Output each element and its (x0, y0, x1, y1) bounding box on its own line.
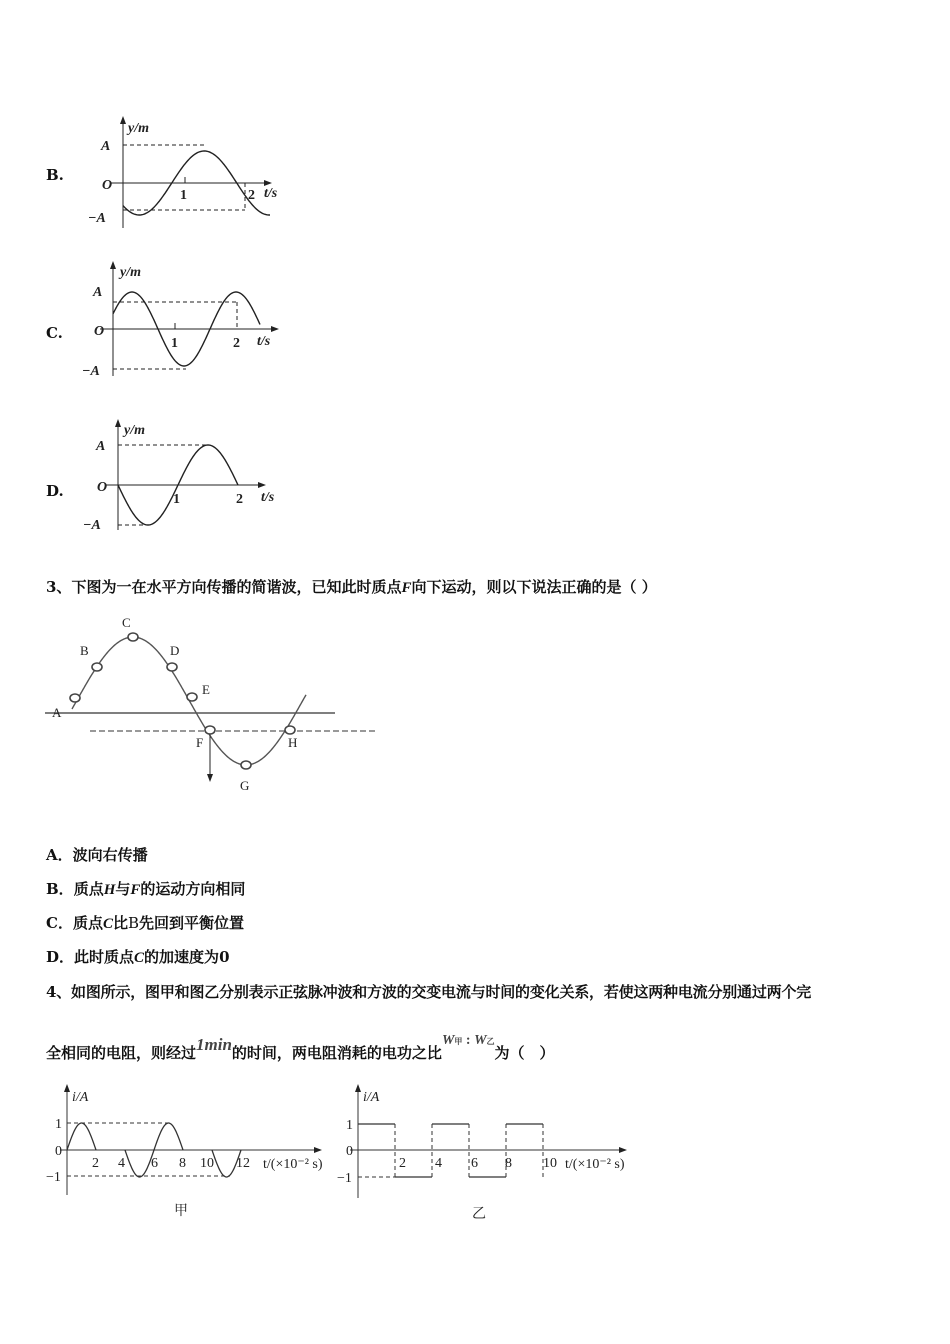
point-label-h: H (288, 735, 298, 750)
graph-yi (350, 1088, 623, 1198)
option-text: 波向右传播 (72, 846, 148, 864)
point-label-e: E (202, 682, 210, 697)
variable: C (102, 916, 113, 932)
math-w: W (474, 1033, 487, 1048)
caption-yi: 乙 (472, 1207, 486, 1222)
tick-label: 1 (173, 492, 180, 507)
neg-amp-label: −A (82, 364, 100, 379)
stem-text: 下图为一在水平方向传播的简谐波，已知此时质点 (71, 578, 402, 596)
tick-label: 1 (171, 336, 178, 351)
stem-text: 全相同的电阻，则经过 (46, 1044, 197, 1062)
graph-option-c (100, 265, 275, 376)
point-label-d: D (170, 643, 180, 658)
point-label-g: G (240, 778, 250, 793)
x-tick: 12 (236, 1156, 250, 1171)
option-d-label: D. (46, 482, 64, 500)
x-tick: 4 (435, 1156, 442, 1171)
option-text: 比 (112, 914, 128, 932)
origin-label: O (97, 480, 108, 495)
caption-jia: 甲 (174, 1204, 188, 1219)
q3-option-c[interactable] (46, 913, 244, 934)
graph-option-d (105, 423, 262, 530)
option-text: B (128, 914, 140, 932)
y-tick: −1 (337, 1171, 352, 1186)
variable: F (401, 580, 412, 596)
wave-point-c (128, 633, 138, 641)
option-text: 0 (219, 948, 230, 966)
wave-point-h (285, 726, 295, 734)
x-tick: 8 (505, 1156, 512, 1171)
option-text: 与 (115, 880, 131, 898)
graph-jia (60, 1088, 318, 1195)
y-tick: −1 (46, 1170, 61, 1185)
math-colon: : (462, 1033, 475, 1048)
x-axis-label: t/s (257, 334, 271, 349)
question-4-line2 (46, 1033, 555, 1066)
y-tick: 0 (346, 1144, 353, 1159)
stem-text: 的时间，两电阻消耗的电功之比 (231, 1044, 442, 1062)
x-axis-label: t/(×10⁻² s) (565, 1157, 625, 1172)
wave-point-b (92, 663, 102, 671)
wave-point-e (187, 693, 197, 701)
variable: F (130, 882, 141, 898)
x-tick: 10 (200, 1156, 214, 1171)
origin-label: O (102, 178, 113, 193)
neg-amp-label: −A (88, 211, 106, 226)
neg-amp-label: −A (83, 518, 101, 533)
option-c-label: C. (46, 324, 63, 342)
option-text: 先回到平衡位置 (139, 914, 245, 932)
x-tick: 6 (151, 1156, 158, 1171)
x-tick: 2 (399, 1156, 406, 1171)
option-text: 质点 (72, 914, 103, 932)
x-tick: 10 (543, 1156, 557, 1171)
y-axis-label: y/m (124, 423, 145, 438)
point-label-f: F (196, 735, 204, 750)
x-axis-label: t/s (264, 186, 278, 201)
q3-option-b[interactable] (46, 879, 245, 900)
wave-point-a (70, 694, 80, 702)
origin-label: O (94, 324, 105, 339)
question-3-stem (46, 577, 657, 598)
tick-label: 2 (236, 492, 243, 507)
y-axis-label: i/A (363, 1090, 380, 1105)
option-label: D． (46, 948, 75, 966)
y-axis-label: y/m (120, 265, 141, 280)
x-axis-label: t/(×10⁻² s) (263, 1157, 323, 1172)
x-tick: 2 (92, 1156, 99, 1171)
variable: C (134, 950, 145, 966)
graph-option-b (110, 120, 270, 228)
math-sub: 甲 (454, 1037, 463, 1046)
tick-label: 2 (233, 336, 240, 351)
stem-text: 向下运动，则以下说法正确的是（ ） (411, 578, 657, 596)
y-axis-label: y/m (128, 121, 149, 136)
wave-point-d (167, 663, 177, 671)
point-label-a: A (52, 705, 62, 720)
stem-text: 为（ ） (494, 1044, 555, 1062)
y-tick: 0 (55, 1144, 62, 1159)
option-label: B． (46, 880, 74, 898)
wave-point-g (241, 761, 251, 769)
amp-label: A (101, 139, 111, 154)
y-tick: 1 (55, 1117, 62, 1132)
y-axis-label: i/A (72, 1090, 89, 1105)
y-tick: 1 (346, 1118, 353, 1133)
option-b-label: B. (46, 166, 64, 184)
math-w: W (441, 1033, 455, 1048)
question-number: 3、 (46, 578, 72, 596)
q3-option-a[interactable] (46, 845, 148, 865)
x-axis-label: t/s (261, 490, 275, 505)
option-label: A． (46, 846, 73, 864)
option-text: 质点 (73, 880, 104, 898)
option-text: 此时质点 (74, 948, 135, 966)
x-tick: 6 (471, 1156, 478, 1171)
q3-option-d[interactable] (46, 947, 230, 968)
wave-figure (45, 633, 375, 778)
x-tick: 4 (118, 1156, 125, 1171)
x-tick: 8 (179, 1156, 186, 1171)
point-label-b: B (80, 643, 89, 658)
question-4-line1: 4、如图所示，图甲和图乙分别表示正弦脉冲波和方波的交变电流与时间的变化关系，若使这两种电流分别通过两个完 (46, 983, 812, 1001)
option-text: 的加速度为 (144, 948, 220, 966)
option-label: C． (46, 914, 73, 932)
wave-point-f (205, 726, 215, 734)
option-text: 的运动方向相同 (140, 880, 246, 898)
math-time: 1min (196, 1035, 232, 1054)
variable: H (103, 882, 116, 898)
amp-label: A (93, 285, 103, 300)
point-label-c: C (122, 615, 131, 630)
amp-label: A (96, 439, 106, 454)
tick-label: 1 (180, 188, 187, 203)
math-sub: 乙 (486, 1037, 495, 1046)
tick-label: 2 (248, 188, 255, 203)
